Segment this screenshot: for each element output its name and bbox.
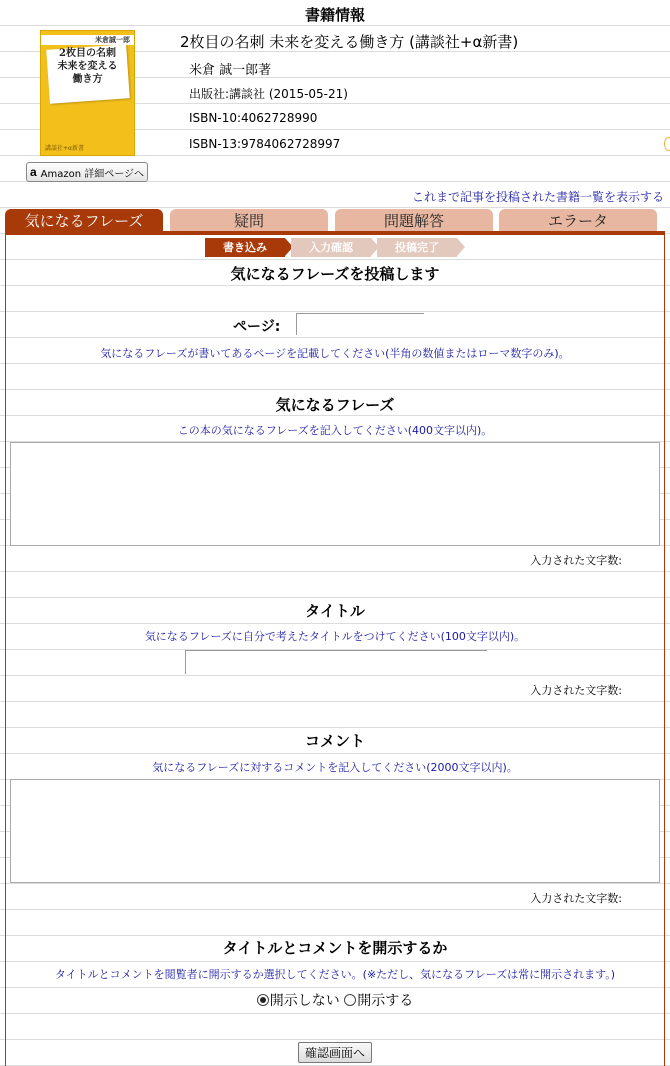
- disclose-option-yes[interactable]: [344, 993, 413, 1009]
- disclose-option-yes-label: 開示する: [357, 993, 414, 1009]
- page-input[interactable]: [296, 313, 424, 335]
- phrase-help-text: この本の気になるフレーズを記入してください(400文字以内)。: [177, 424, 493, 437]
- book-publisher: 出版社:講談社 (2015-05-21): [189, 87, 348, 101]
- disclose-section-title: タイトルとコメントを開示するか: [222, 939, 448, 957]
- disclose-option-no[interactable]: [257, 993, 340, 1009]
- tab-problem-solution[interactable]: 問題解答: [335, 209, 493, 231]
- confirm-button[interactable]: 確認画面へ: [298, 1042, 372, 1063]
- disclose-help-text: タイトルとコメントを閲覧者に開示するか選択してください。(※ただし、気になるフレーズは常に開示されます。): [54, 968, 616, 981]
- form-heading: 気になるフレーズを投稿します: [230, 265, 440, 283]
- edge-decoration: [664, 137, 670, 151]
- phrase-textarea[interactable]: [10, 442, 660, 546]
- comment-section-title: コメント: [304, 732, 365, 750]
- title-input[interactable]: [185, 650, 487, 674]
- book-isbn13: ISBN-13:9784062728997: [189, 137, 341, 151]
- disclose-radio-group: [0, 990, 670, 1010]
- amazon-icon: a: [29, 165, 37, 179]
- page-help-text: 気になるフレーズが書いてあるページを記載してください(半角の数値またはローマ数字のみ)。: [100, 347, 570, 360]
- phrase-section-title: 気になるフレーズ: [275, 396, 395, 414]
- book-list-link[interactable]: これまで記事を投稿された書籍一覧を表示する: [411, 190, 664, 204]
- book-cover-image[interactable]: [40, 30, 135, 156]
- amazon-button-label: Amazon 詳細ページへ: [40, 168, 145, 180]
- disclose-option-no-label: 開示しない: [269, 993, 340, 1009]
- cover-title-text: 2枚目の名刺 未来を変える 働き方: [57, 48, 118, 85]
- radio-checked-icon[interactable]: [257, 994, 269, 1006]
- tab-question[interactable]: 疑問: [170, 209, 328, 231]
- comment-help-text: 気になるフレーズに対するコメントを記入してください(2000文字以内)。: [152, 761, 518, 774]
- page-label: ページ:: [233, 319, 281, 335]
- step-confirm: 入力確認: [291, 238, 371, 257]
- title-help-text: 気になるフレーズに自分で考えたタイトルをつけてください(100文字以内)。: [144, 630, 526, 643]
- phrase-char-counter: 入力された文字数:: [530, 554, 622, 567]
- tab-errata[interactable]: エラータ: [499, 209, 657, 231]
- step-write: 書き込み: [205, 238, 285, 257]
- book-title: 2枚目の名刺 未来を変える働き方 (講談社+α新書): [180, 33, 519, 51]
- amazon-detail-button[interactable]: [26, 162, 148, 182]
- comment-textarea[interactable]: [10, 779, 660, 883]
- cover-publisher-label: 講談社+α新書: [45, 145, 84, 152]
- step-complete: 投稿完了: [377, 238, 457, 257]
- book-isbn10: ISBN-10:4062728990: [189, 111, 318, 125]
- tab-interesting-phrase[interactable]: 気になるフレーズ: [5, 209, 163, 231]
- cover-author-banner: 米倉誠一郎: [41, 35, 134, 45]
- title-char-counter: 入力された文字数:: [530, 684, 622, 697]
- book-info-heading: 書籍情報: [304, 6, 365, 24]
- book-author: 米倉 誠一郎著: [189, 63, 272, 78]
- radio-unchecked-icon[interactable]: [344, 994, 356, 1006]
- comment-char-counter: 入力された文字数:: [530, 892, 622, 905]
- title-section-title: タイトル: [305, 602, 365, 620]
- tab-bar-underline: [5, 231, 665, 235]
